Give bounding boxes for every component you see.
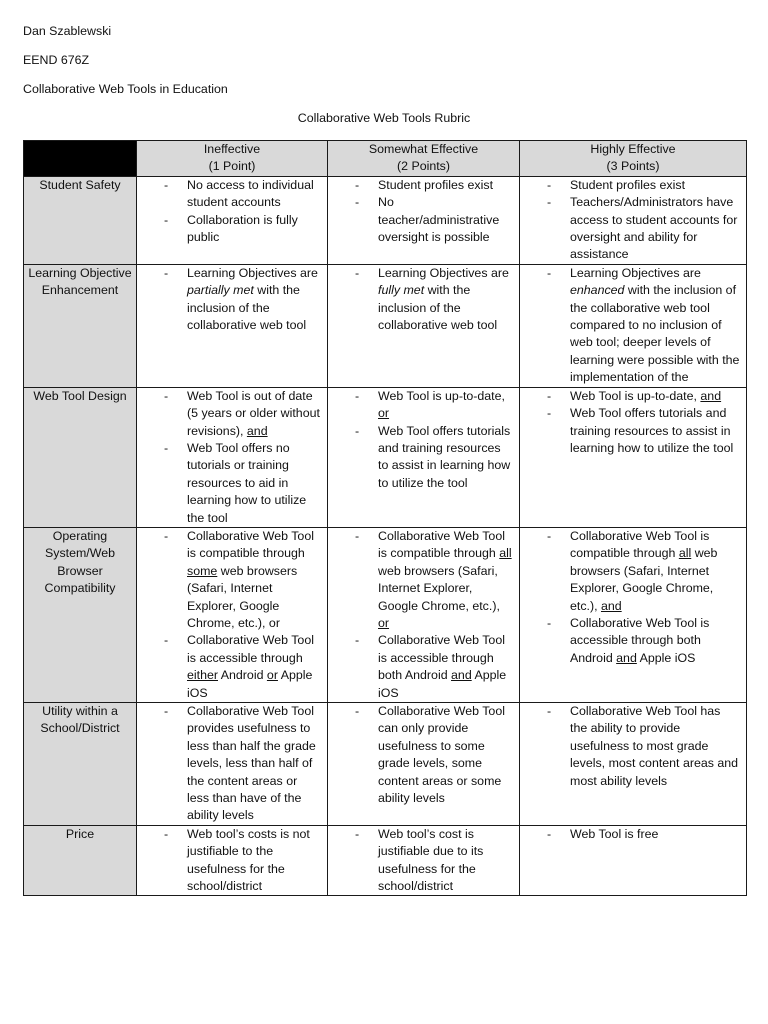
rubric-header-row bbox=[24, 141, 747, 177]
criteria-text: Web Tool is free bbox=[570, 826, 659, 841]
criteria-text: Apple iOS bbox=[636, 650, 696, 665]
criteria-item bbox=[520, 194, 740, 264]
criteria-list bbox=[328, 826, 519, 896]
rubric-row-compatibility bbox=[24, 527, 747, 702]
column-points: (2 Points) bbox=[396, 159, 451, 174]
criteria-text: Web Tool is out of date (5 years or older without revisions), bbox=[187, 388, 320, 438]
course-code: EEND 676Z bbox=[23, 53, 90, 67]
criteria-list bbox=[328, 265, 519, 335]
criteria-item bbox=[520, 388, 740, 405]
rubric-row-web-tool-design bbox=[24, 387, 747, 527]
criteria-list bbox=[520, 826, 746, 843]
rubric-row-price bbox=[24, 825, 747, 896]
criteria-text: Web Tool offers tutorials and training resources to assist in learning how to utilize the tool bbox=[378, 423, 511, 490]
criteria-list bbox=[520, 528, 746, 667]
column-name: Ineffective bbox=[203, 142, 261, 156]
rubric-cell bbox=[137, 703, 328, 826]
rubric-cell bbox=[137, 825, 328, 896]
rubric-cell bbox=[520, 176, 747, 264]
underlined-text: or bbox=[378, 615, 390, 630]
underlined-text: and bbox=[600, 598, 622, 613]
rubric-row-student-safety bbox=[24, 176, 747, 264]
criteria-list bbox=[137, 703, 327, 825]
row-label: Price bbox=[24, 825, 137, 896]
criteria-item bbox=[328, 703, 513, 807]
criteria-list bbox=[328, 388, 519, 492]
underlined-text: and bbox=[616, 650, 637, 665]
criteria-text: web browsers (Safari, Internet Explorer, Google Chrome, etc.), bbox=[378, 563, 500, 613]
criteria-list bbox=[520, 177, 746, 264]
underlined-text: or bbox=[378, 406, 390, 421]
rubric-cell bbox=[328, 703, 520, 826]
criteria-item bbox=[137, 632, 321, 702]
criteria-item bbox=[520, 615, 740, 667]
rubric-cell bbox=[520, 825, 747, 896]
rubric-cell bbox=[328, 527, 520, 702]
underlined-text: and bbox=[700, 388, 722, 403]
underlined-text: all bbox=[678, 546, 692, 561]
rubric-cell bbox=[520, 703, 747, 826]
row-label: Utility within a School/District bbox=[24, 703, 137, 826]
criteria-text: web browsers (Safari, Internet Explorer, Google Chrome, etc.), bbox=[570, 546, 718, 613]
criteria-list bbox=[328, 703, 519, 807]
criteria-text: Web Tool is up-to-date, bbox=[570, 388, 701, 403]
rubric-cell bbox=[137, 176, 328, 264]
criteria-item bbox=[328, 265, 513, 335]
criteria-text: Android bbox=[218, 668, 267, 683]
criteria-text: Web tool’s costs is not justifiable to the usefulness for the school/district bbox=[187, 826, 310, 894]
underlined-text: some bbox=[187, 563, 218, 578]
rubric-cell bbox=[328, 825, 520, 896]
criteria-text: Teachers/Administrators have access to student accounts for oversight and ability for assistance bbox=[570, 195, 738, 262]
rubric-cell bbox=[328, 176, 520, 264]
row-label: Student Safety bbox=[24, 176, 137, 264]
criteria-item bbox=[137, 528, 321, 632]
underlined-text: and bbox=[246, 423, 268, 438]
criteria-text: Collaborative Web Tool is accessible through bbox=[187, 633, 314, 665]
criteria-text: Learning Objectives are bbox=[570, 265, 701, 280]
criteria-item bbox=[328, 632, 513, 702]
criteria-text: Collaborative Web Tool is compatible through bbox=[570, 528, 710, 561]
criteria-list bbox=[137, 826, 327, 896]
criteria-item bbox=[328, 528, 513, 632]
criteria-text: Web Tool is up-to-date, bbox=[378, 388, 505, 403]
italic-text: enhanced bbox=[570, 283, 625, 298]
criteria-list bbox=[520, 265, 746, 387]
criteria-item bbox=[520, 703, 740, 790]
criteria-item bbox=[328, 423, 513, 493]
column-points: (1 Point) bbox=[208, 159, 256, 174]
criteria-text: Apple iOS bbox=[187, 668, 313, 700]
column-header-highly-effective bbox=[520, 141, 747, 177]
criteria-text: Apple iOS bbox=[378, 668, 507, 700]
criteria-text: with the inclusion of the collaborative web tool compared to no inclusion of web tool; deeper levels of learning were possible with the implementation of the bbox=[570, 283, 740, 385]
criteria-text: Collaborative Web Tool provides usefulness to less than half the grade levels, less than half of the content areas or less than have of the ability levels bbox=[187, 704, 316, 823]
criteria-list bbox=[328, 177, 519, 247]
criteria-text: Web Tool offers tutorials and training resources to assist in learning how to utilize the tool bbox=[570, 406, 734, 455]
criteria-item bbox=[137, 177, 321, 212]
criteria-text: Learning Objectives are bbox=[187, 265, 318, 280]
rubric-cell bbox=[520, 264, 747, 387]
italic-text: partially met bbox=[187, 283, 254, 298]
column-name: Somewhat Effective bbox=[368, 142, 479, 156]
criteria-text: with the inclusion of the collaborative web tool bbox=[187, 283, 307, 333]
criteria-list bbox=[520, 388, 746, 458]
criteria-text: web browsers (Safari, Internet Explorer, Google Chrome, etc.), or bbox=[187, 563, 298, 630]
document-subject: Collaborative Web Tools in Education bbox=[23, 82, 228, 96]
criteria-list bbox=[137, 528, 327, 702]
criteria-text: Web tool’s cost is justifiable due to its usefulness for the school/district bbox=[378, 826, 484, 894]
criteria-text: Student profiles exist bbox=[570, 177, 686, 192]
rubric-row-utility bbox=[24, 703, 747, 826]
criteria-item bbox=[328, 826, 513, 896]
criteria-list bbox=[520, 703, 746, 790]
rubric-title: Collaborative Web Tools Rubric bbox=[297, 111, 471, 125]
underlined-text: either bbox=[187, 668, 218, 683]
row-label: Operating System/Web Browser Compatibility bbox=[24, 527, 137, 702]
criteria-text: Learning Objectives are bbox=[378, 265, 509, 280]
criteria-list bbox=[137, 177, 327, 247]
criteria-text: Collaborative Web Tool is accessible through both Android bbox=[378, 633, 505, 683]
criteria-item bbox=[328, 388, 513, 423]
criteria-text: with the inclusion of the collaborative web tool bbox=[378, 283, 498, 333]
rubric-cell bbox=[328, 387, 520, 527]
criteria-text: Collaboration is fully public bbox=[187, 212, 298, 245]
row-label: Web Tool Design bbox=[24, 387, 137, 527]
author-name: Dan Szablewski bbox=[23, 24, 112, 38]
criteria-text: Web Tool offers no tutorials or training resources to aid in learning how to utilize the tool bbox=[187, 440, 307, 525]
underlined-text: or bbox=[266, 668, 278, 683]
rubric-cell bbox=[137, 527, 328, 702]
rubric-cell bbox=[137, 264, 328, 387]
italic-text: fully met bbox=[378, 283, 425, 298]
header-corner-cell bbox=[24, 141, 137, 177]
rubric-cell bbox=[520, 387, 747, 527]
criteria-item bbox=[137, 388, 321, 440]
underlined-text: and bbox=[451, 668, 472, 683]
criteria-text: No access to individual student accounts bbox=[187, 177, 314, 210]
criteria-item bbox=[137, 440, 321, 527]
criteria-text: No teacher/administrative oversight is possible bbox=[378, 195, 500, 245]
criteria-item bbox=[520, 405, 740, 457]
criteria-item bbox=[520, 177, 740, 194]
rubric-row-learning-objective bbox=[24, 264, 747, 387]
criteria-item bbox=[520, 826, 740, 843]
rubric-cell bbox=[137, 387, 328, 527]
criteria-item bbox=[520, 528, 740, 615]
column-header-ineffective bbox=[137, 141, 328, 177]
criteria-text: Collaborative Web Tool is accessible through both Android bbox=[570, 615, 710, 665]
column-points: (3 Points) bbox=[606, 159, 660, 174]
row-label: Learning Objective Enhancement bbox=[24, 264, 137, 387]
criteria-item bbox=[328, 177, 513, 194]
criteria-item bbox=[137, 826, 321, 896]
rubric-cell bbox=[520, 527, 747, 702]
underlined-text: all bbox=[499, 546, 512, 561]
criteria-text: Collaborative Web Tool is compatible through bbox=[187, 528, 314, 561]
criteria-item bbox=[137, 265, 321, 335]
criteria-text: Collaborative Web Tool can only provide usefulness to some grade levels, some content areas or some ability levels bbox=[378, 704, 505, 806]
criteria-list bbox=[137, 388, 327, 527]
criteria-list bbox=[137, 265, 327, 335]
criteria-text: Collaborative Web Tool is compatible through bbox=[378, 528, 505, 561]
rubric-cell bbox=[328, 264, 520, 387]
column-header-somewhat-effective bbox=[328, 141, 520, 177]
criteria-item bbox=[137, 212, 321, 247]
column-name: Highly Effective bbox=[590, 142, 676, 156]
rubric-table bbox=[23, 140, 747, 896]
criteria-item bbox=[520, 265, 740, 387]
criteria-text: Collaborative Web Tool has the ability to provide usefulness to most grade levels, most content areas and most ability levels bbox=[570, 704, 739, 788]
criteria-list bbox=[328, 528, 519, 702]
criteria-item bbox=[328, 194, 513, 246]
criteria-text: Student profiles exist bbox=[378, 177, 494, 192]
criteria-item bbox=[137, 703, 321, 825]
